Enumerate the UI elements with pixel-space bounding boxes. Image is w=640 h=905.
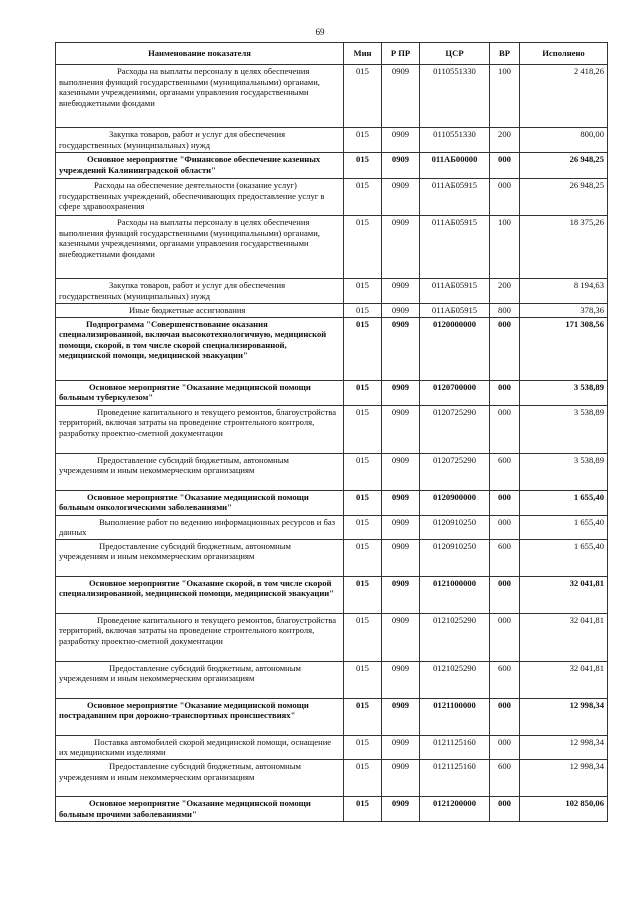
row-rpr: 0909	[382, 128, 420, 153]
row-min: 015	[344, 179, 382, 216]
row-vr: 000	[490, 796, 520, 821]
row-rpr: 0909	[382, 317, 420, 380]
row-vr: 000	[490, 179, 520, 216]
row-min: 015	[344, 698, 382, 735]
row-value: 12 998,34	[520, 735, 608, 759]
row-rpr: 0909	[382, 216, 420, 279]
row-name: Поставка автомобилей скорой медицинской помощи, оснащение их медицинскими изделиями	[56, 735, 344, 759]
row-min: 015	[344, 539, 382, 576]
row-csr: 0120910250	[420, 539, 490, 576]
row-name: Предоставление субсидий бюджетным, автономным учреждениям и иным некоммерческим организациям	[56, 661, 344, 698]
row-min: 015	[344, 317, 382, 380]
row-value: 26 948,25	[520, 153, 608, 179]
row-vr: 600	[490, 539, 520, 576]
row-rpr: 0909	[382, 698, 420, 735]
row-value: 102 850,06	[520, 796, 608, 821]
row-name: Основное мероприятие "Оказание скорой, в том числе скорой специализированной, медицинской помощи, медицинской эвакуации"	[56, 576, 344, 613]
row-value: 3 538,89	[520, 405, 608, 453]
row-vr: 000	[490, 153, 520, 179]
row-name: Основное мероприятие "Оказание медицинской помощи пострадавшим при дорожно-транспортных происшествиях"	[56, 698, 344, 735]
table-row	[56, 539, 608, 576]
row-csr: 011АБ00000	[420, 153, 490, 179]
row-min: 015	[344, 304, 382, 318]
table-row	[56, 576, 608, 613]
row-value: 12 998,34	[520, 759, 608, 796]
row-rpr: 0909	[382, 153, 420, 179]
row-value: 32 041,81	[520, 661, 608, 698]
row-csr: 0120725290	[420, 453, 490, 490]
row-value: 8 194,63	[520, 279, 608, 304]
row-min: 015	[344, 216, 382, 279]
row-vr: 000	[490, 490, 520, 515]
row-name: Иные бюджетные ассигнования	[56, 304, 344, 318]
row-vr: 200	[490, 128, 520, 153]
row-csr: 011АБ05915	[420, 216, 490, 279]
table-row	[56, 796, 608, 821]
row-rpr: 0909	[382, 405, 420, 453]
row-value: 1 655,40	[520, 539, 608, 576]
table-row	[56, 128, 608, 153]
row-min: 015	[344, 515, 382, 539]
row-rpr: 0909	[382, 576, 420, 613]
row-value: 1 655,40	[520, 515, 608, 539]
row-name: Основное мероприятие "Финансовое обеспечение казенных учреждений Калининградской области"	[56, 153, 344, 179]
table-row	[56, 613, 608, 661]
row-vr: 100	[490, 65, 520, 128]
row-min: 015	[344, 279, 382, 304]
table-row	[56, 735, 608, 759]
row-min: 015	[344, 405, 382, 453]
row-name: Закупка товаров, работ и услуг для обеспечения государственных (муниципальных) нужд	[56, 128, 344, 153]
row-csr: 0120000000	[420, 317, 490, 380]
row-csr: 0110551330	[420, 65, 490, 128]
row-vr: 000	[490, 515, 520, 539]
row-min: 015	[344, 65, 382, 128]
header-vr: ВР	[490, 43, 520, 65]
row-value: 3 538,89	[520, 380, 608, 405]
row-vr: 200	[490, 279, 520, 304]
row-vr: 000	[490, 735, 520, 759]
header-name: Наименование показателя	[56, 43, 344, 65]
row-name: Предоставление субсидий бюджетным, автономным учреждениям и иным некоммерческим организациям	[56, 759, 344, 796]
row-rpr: 0909	[382, 304, 420, 318]
row-csr: 0121125160	[420, 735, 490, 759]
row-csr: 0121100000	[420, 698, 490, 735]
row-vr: 600	[490, 759, 520, 796]
row-value: 12 998,34	[520, 698, 608, 735]
table-row	[56, 304, 608, 318]
row-name: Основное мероприятие "Оказание медицинской помощи больным туберкулезом"	[56, 380, 344, 405]
row-csr: 011АБ05915	[420, 304, 490, 318]
row-value: 800,00	[520, 128, 608, 153]
row-csr: 0120725290	[420, 405, 490, 453]
table-row	[56, 65, 608, 128]
row-value: 32 041,81	[520, 576, 608, 613]
table-row	[56, 759, 608, 796]
row-vr: 000	[490, 576, 520, 613]
row-value: 171 308,56	[520, 317, 608, 380]
row-csr: 011АБ05915	[420, 179, 490, 216]
row-rpr: 0909	[382, 490, 420, 515]
row-min: 015	[344, 735, 382, 759]
row-min: 015	[344, 128, 382, 153]
row-value: 32 041,81	[520, 613, 608, 661]
table-row	[56, 661, 608, 698]
row-rpr: 0909	[382, 759, 420, 796]
table-row	[56, 317, 608, 380]
row-min: 015	[344, 613, 382, 661]
row-vr: 000	[490, 405, 520, 453]
header-ispolneno: Исполнено	[520, 43, 608, 65]
row-value: 378,36	[520, 304, 608, 318]
row-name: Проведение капитального и текущего ремонтов, благоустройства территорий, включая затраты на проведение строительного контроля, разработку проектно-сметной документации	[56, 613, 344, 661]
row-csr: 011АБ05915	[420, 279, 490, 304]
row-csr: 0120910250	[420, 515, 490, 539]
row-name: Основное мероприятие "Оказание медицинской помощи больным прочими заболеваниями"	[56, 796, 344, 821]
table-row	[56, 279, 608, 304]
page-number: 69	[315, 27, 325, 37]
row-vr: 000	[490, 613, 520, 661]
row-min: 015	[344, 453, 382, 490]
row-name: Расходы на выплаты персоналу в целях обеспечения выполнения функций государственными (муниципальными) органами, казенными учреждениями, органами управления государственными внебюджетными фондами	[56, 216, 344, 279]
table-row	[56, 153, 608, 179]
budget-table	[55, 42, 608, 822]
row-vr: 800	[490, 304, 520, 318]
row-rpr: 0909	[382, 735, 420, 759]
row-csr: 0121000000	[420, 576, 490, 613]
row-csr: 0121200000	[420, 796, 490, 821]
row-rpr: 0909	[382, 453, 420, 490]
row-name: Выполнение работ по ведению информационных ресурсов и баз данных	[56, 515, 344, 539]
row-min: 015	[344, 796, 382, 821]
row-min: 015	[344, 490, 382, 515]
table-row	[56, 490, 608, 515]
row-vr: 600	[490, 453, 520, 490]
row-vr: 000	[490, 698, 520, 735]
row-rpr: 0909	[382, 179, 420, 216]
row-min: 015	[344, 380, 382, 405]
row-rpr: 0909	[382, 661, 420, 698]
row-csr: 0120900000	[420, 490, 490, 515]
row-rpr: 0909	[382, 279, 420, 304]
row-rpr: 0909	[382, 380, 420, 405]
table-row	[56, 515, 608, 539]
table-row	[56, 179, 608, 216]
row-value: 26 948,25	[520, 179, 608, 216]
table-row	[56, 698, 608, 735]
row-name: Подпрограмма "Совершенствование оказания специализированной, включая высокотехнологичную, медицинской помощи, скорой, в том числе скорой специализированной, медицинской помощи, медицинской эвакуации"	[56, 317, 344, 380]
row-min: 015	[344, 153, 382, 179]
row-value: 18 375,26	[520, 216, 608, 279]
row-csr: 0110551330	[420, 128, 490, 153]
row-rpr: 0909	[382, 515, 420, 539]
row-name: Расходы на обеспечение деятельности (оказание услуг) государственных учреждений, обеспечивающих предоставление услуг в сфере здравоохранения	[56, 179, 344, 216]
table-row	[56, 216, 608, 279]
table-header-row	[56, 43, 608, 65]
table-row	[56, 405, 608, 453]
row-rpr: 0909	[382, 613, 420, 661]
row-csr: 0120700000	[420, 380, 490, 405]
table-row	[56, 380, 608, 405]
row-rpr: 0909	[382, 539, 420, 576]
row-value: 1 655,40	[520, 490, 608, 515]
row-value: 3 538,89	[520, 453, 608, 490]
row-min: 015	[344, 576, 382, 613]
row-name: Расходы на выплаты персоналу в целях обеспечения выполнения функций государственными (муниципальными) органами, казенными учреждениями, органами управления государственными внебюджетными фондами	[56, 65, 344, 128]
row-vr: 600	[490, 661, 520, 698]
row-name: Предоставление субсидий бюджетным, автономным учреждениям и иным некоммерческим организациям	[56, 453, 344, 490]
row-csr: 0121025290	[420, 613, 490, 661]
row-vr: 100	[490, 216, 520, 279]
row-rpr: 0909	[382, 796, 420, 821]
row-name: Основное мероприятие "Оказание медицинской помощи больным онкологическими заболеваниями"	[56, 490, 344, 515]
header-min: Мин	[344, 43, 382, 65]
row-rpr: 0909	[382, 65, 420, 128]
row-csr: 0121125160	[420, 759, 490, 796]
row-value: 2 418,26	[520, 65, 608, 128]
row-name: Проведение капитального и текущего ремонтов, благоустройства территорий, включая затраты на проведение строительного контроля, разработку проектно-сметной документации	[56, 405, 344, 453]
row-csr: 0121025290	[420, 661, 490, 698]
row-min: 015	[344, 759, 382, 796]
row-name: Предоставление субсидий бюджетным, автономным учреждениям и иным некоммерческим организациям	[56, 539, 344, 576]
row-name: Закупка товаров, работ и услуг для обеспечения государственных (муниципальных) нужд	[56, 279, 344, 304]
header-rpr: Р ПР	[382, 43, 420, 65]
header-csr: ЦСР	[420, 43, 490, 65]
row-vr: 000	[490, 317, 520, 380]
table-row	[56, 453, 608, 490]
row-min: 015	[344, 661, 382, 698]
row-vr: 000	[490, 380, 520, 405]
